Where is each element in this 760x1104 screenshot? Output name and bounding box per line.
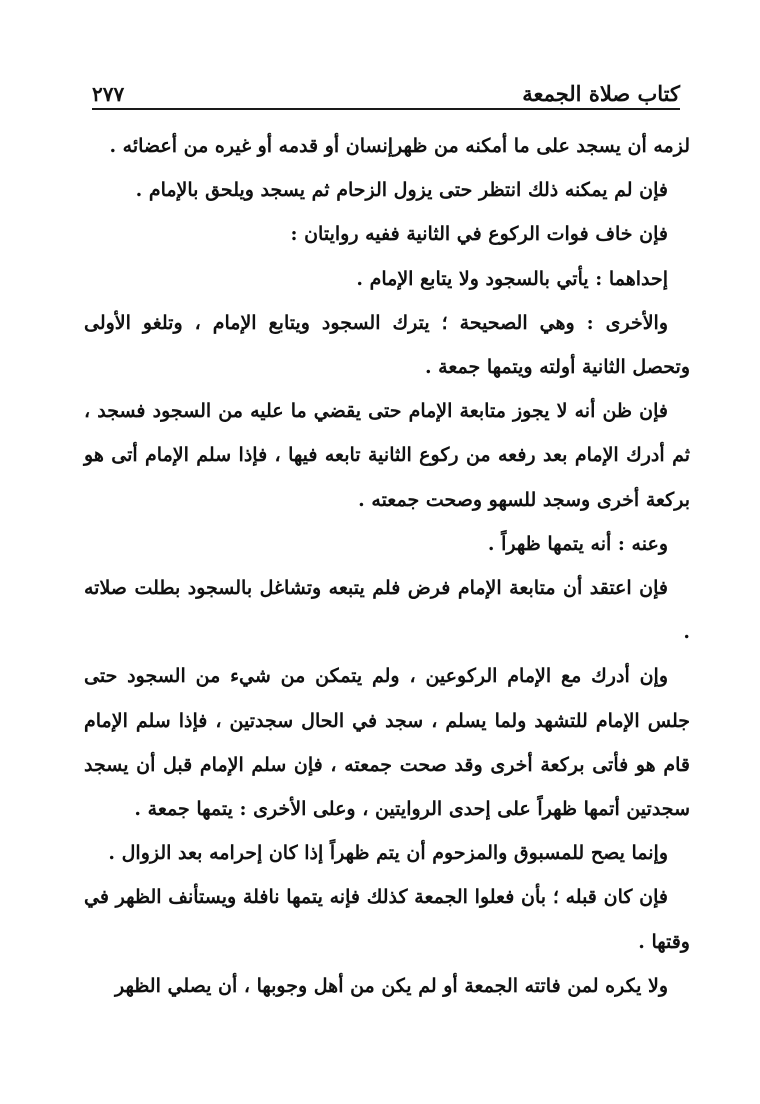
paragraph: فإن لم يمكنه ذلك انتظر حتى يزول الزحام ثم يسجد ويلحق بالإمام . [135, 179, 668, 202]
paragraph: إحداهما : يأتي بالسجود ولا يتابع الإمام . [356, 267, 668, 290]
paragraph: والأخرى : وهي الصحيحة ؛ يترك السجود ويتابع الإمام ، وتلغو الأولى وتحصل الثانية أولته ويتمها جمعة . [84, 311, 690, 379]
paragraph: وإنما يصح للمسبوق والمزحوم أن يتم ظهراً إذا كان إحرامه بعد الزوال . [108, 842, 668, 865]
paragraph: فإن ظن أنه لا يجوز متابعة الإمام حتى يقضي ما عليه من السجود فسجد ، ثم أدرك الإمام بعد رفعه من ركوع الثانية تابعه فيها ، فإذا سلم الإمام أتى هو بركعة أخرى وسجد للسهو وصحت جمعته . [84, 400, 690, 511]
paragraph: فإن خاف فوات الركوع في الثانية ففيه روايتان : [290, 223, 668, 246]
body-text [84, 124, 690, 1008]
paragraph: وإن أدرك مع الإمام الركوعين ، ولم يتمكن من شيء من السجود حتى جلس الإمام للتشهد ولما يسلم ، سجد في الحال سجدتين ، فإذا سلم الإمام قام هو فأتى بركعة أخرى وقد صحت جمعته ، فإن سلم الإمام قبل أن يسجد سجدتين أتمها ظهراً على إحدى الروايتين ، وعلى الأخرى : يتمها جمعة . [84, 665, 690, 821]
paragraph: فإن اعتقد أن متابعة الإمام فرض فلم يتبعه وتشاغل بالسجود بطلت صلاته . [84, 577, 690, 644]
paragraph: لزمه أن يسجد على ما أمكنه من ظهرإنسان أو قدمه أو غيره من أعضائه . [109, 135, 690, 157]
page-header [92, 70, 680, 106]
paragraph: فإن كان قبله ؛ بأن فعلوا الجمعة كذلك فإنه يتمها نافلة ويستأنف الظهر في وقتها . [84, 886, 690, 953]
paragraph: ولا يكره لمن فاتته الجمعة أو لم يكن من أهل وجوبها ، أن يصلي الظهر [114, 974, 668, 997]
paragraph: وعنه : أنه يتمها ظهراً . [487, 532, 668, 555]
running-title: كتاب صلاة الجمعة [522, 81, 680, 106]
page-number: ٢٧٧ [92, 82, 125, 106]
header-rule [92, 108, 680, 110]
